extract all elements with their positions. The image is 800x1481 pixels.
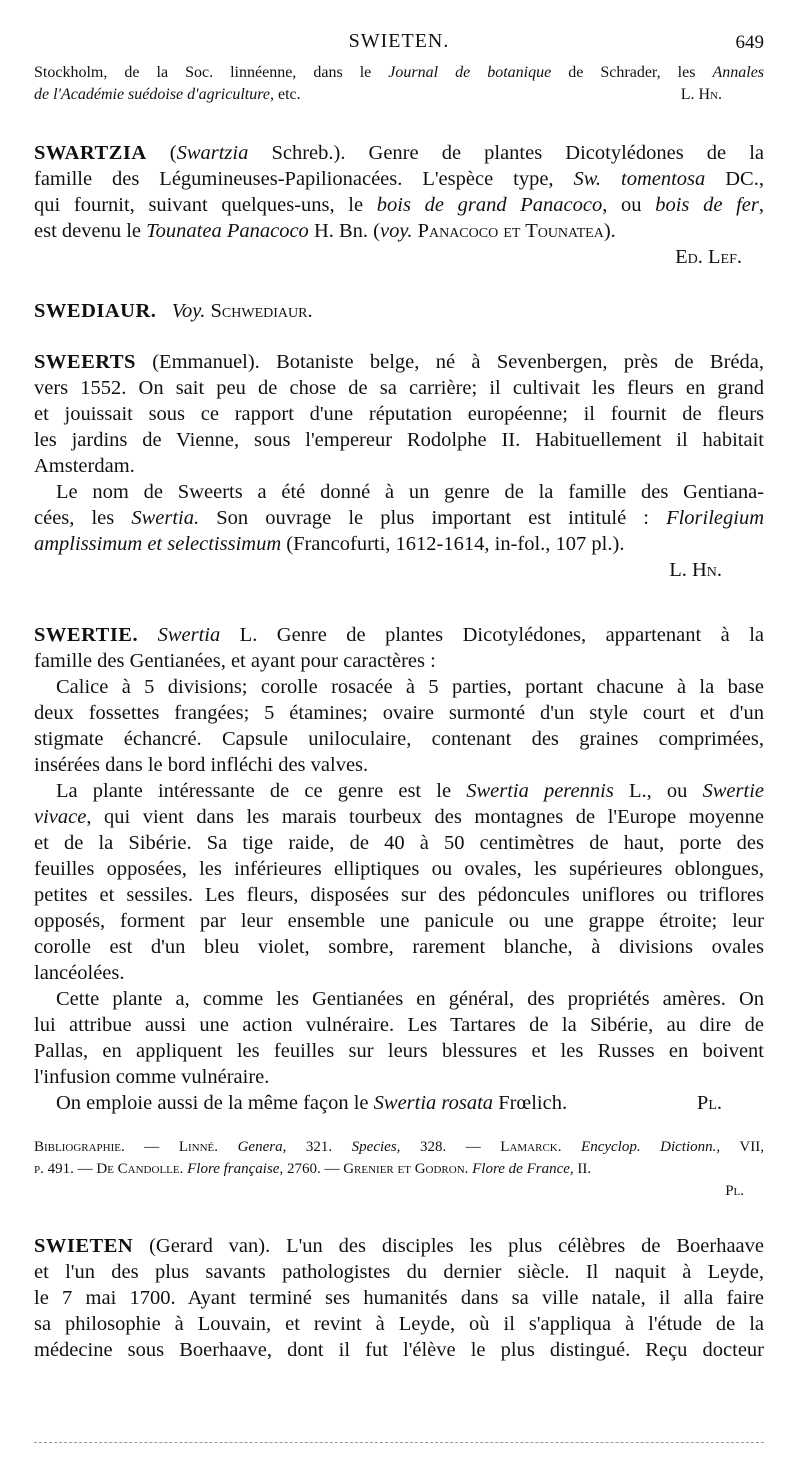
text-line: et jouissait sous ce rapport d'une réputation européenne; il fournit de fleurs — [34, 403, 764, 425]
text-line: deux fossettes frangées; 5 étamines; ovaire surmonté d'un style court et d'un — [34, 702, 764, 724]
text-line: vers 1552. On sait peu de chose de sa carrière; il cultivait les fleurs en grand — [34, 377, 764, 399]
continuation-text — [34, 62, 764, 106]
headword: SWERTIE. — [34, 624, 139, 646]
headword: SWEDIAUR. — [34, 300, 157, 322]
author-signature: L. Hn. — [669, 559, 722, 581]
text-line: SWARTZIA (Swartzia Schreb.). Genre de plantes Dicotylédones de la — [34, 142, 765, 164]
running-title: SWIETEN. — [348, 30, 450, 52]
text-line: l'infusion comme vulnéraire. — [34, 1066, 270, 1088]
text-line: stigmate échancré. Capsule uniloculaire, contenant des graines comprimées, — [34, 728, 764, 750]
bleed-through-line — [34, 1442, 764, 1443]
headword: SWARTZIA — [34, 142, 147, 164]
text-line: vivace, qui vient dans les marais tourbeux des montagnes de l'Europe moyenne — [34, 806, 764, 828]
text-line: famille des Légumineuses-Papilionacées. L'espèce type, Sw. tomentosa DC., — [34, 168, 764, 190]
text-line: lancéolées. — [34, 962, 125, 984]
author-signature: L. Hn. — [680, 86, 722, 103]
text-line: Pallas, en appliquent les feuilles sur leurs blessures et les Russes en boivent — [34, 1040, 764, 1062]
text-line: le 7 mai 1700. Ayant terminé ses humanités dans sa ville natale, il alla faire — [34, 1287, 764, 1309]
bibliography — [34, 1136, 764, 1202]
text-line — [34, 298, 764, 324]
text-line: les jardins de Vienne, sous l'empereur Rodolphe II. Habituellement il habitait — [34, 429, 764, 451]
text-line: Stockholm, de la Soc. linnéenne, dans le Journal de botanique de Schrader, les Annales — [34, 64, 765, 81]
text-line: Bibliographie. — Linné. Genera, 321. Species, 328. — Lamarck. Encyclop. Dictionn., VII, — [34, 1139, 764, 1155]
text-line: On emploie aussi de la même façon le Swertia rosata Frœlich. Pl. — [56, 1092, 722, 1114]
text-line: petites et sessiles. Les fleurs, disposées sur des pédoncules uniflores ou triflores — [34, 884, 764, 906]
text-line: médecine sous Boerhaave, dont il fut l'élève le plus distingué. Reçu docteur — [34, 1339, 764, 1361]
text-line: SWERTIE. Swertia L. Genre de plantes Dicotylédones, appartenant à la — [34, 624, 764, 646]
text-line: corolle est d'un bleu violet, sombre, rarement blanche, à divisions ovales — [34, 936, 764, 958]
entry-swediaur — [34, 298, 764, 324]
author-signature: Pl. — [696, 1092, 722, 1114]
text-line: et l'un des plus savants pathologistes du dernier siècle. Il naquit à Leyde, — [34, 1261, 764, 1283]
entry-swertie — [34, 622, 764, 1116]
entry-swieten — [34, 1233, 764, 1363]
text-line: SWEERTS (Emmanuel). Botaniste belge, né à Sevenbergen, près de Bréda, — [34, 351, 764, 373]
text-line: Cette plante a, comme les Gentianées en général, des propriétés amères. On — [56, 988, 764, 1010]
text-line: amplissimum et selectissimum (Francofurti, 1612-1614, in-fol., 107 pl.). — [34, 533, 625, 555]
text-line: Calice à 5 divisions; corolle rosacée à 5 parties, portant chacune à la base — [56, 676, 764, 698]
cross-reference-target: Schwediaur. — [210, 300, 313, 322]
text-line: Amsterdam. — [34, 455, 135, 477]
running-header — [34, 30, 764, 56]
text-line: insérées dans le bord infléchi des valves. — [34, 754, 369, 776]
text-line: lui attribue aussi une action vulnéraire. Les Tartares de la Sibérie, au dire de — [34, 1014, 764, 1036]
entry-swartzia — [34, 140, 764, 270]
text-line: famille des Gentianées, et ayant pour caractères : — [34, 650, 436, 672]
text-line: feuilles opposées, les inférieures elliptiques ou ovales, les supérieures oblongues, — [34, 858, 764, 880]
text-line: sa philosophie à Louvain, et revint à Leyde, où il s'appliqua à l'étude de la — [34, 1313, 764, 1335]
text-line: p. 491. — De Candolle. Flore française, 2760. — Grenier et Godron. Flore de France, II. — [34, 1161, 592, 1177]
author-signature: Pl. — [725, 1183, 744, 1199]
text-line: et de la Sibérie. Sa tige raide, de 40 à 50 centimètres de haut, porte des — [34, 832, 764, 854]
text-line: opposés, forment par leur ensemble une panicule ou une grappe étroite; leur — [34, 910, 764, 932]
headword: SWIETEN — [34, 1235, 134, 1257]
text-line: de l'Académie suédoise d'agriculture, etc. L. Hn. — [34, 84, 764, 106]
entry-sweerts — [34, 349, 764, 583]
text-line: est devenu le Tounatea Panacoco H. Bn. (voy. Panacoco et Tounatea). — [34, 220, 616, 242]
author-signature: Ed. Lef. — [675, 246, 742, 268]
text-line: cées, les Swertia. Son ouvrage le plus important est intitulé : Florilegium — [34, 507, 765, 529]
text-line: qui fournit, suivant quelques-uns, le bois de grand Panacoco, ou bois de fer, — [34, 194, 764, 216]
text-line: La plante intéressante de ce genre est le Swertia perennis L., ou Swertie — [56, 780, 764, 802]
text-line: Le nom de Sweerts a été donné à un genre de la famille des Gentiana- — [56, 481, 764, 503]
text-line: SWIETEN (Gerard van). L'un des disciples les plus célèbres de Boerhaave — [34, 1235, 764, 1257]
page-number: 649 — [735, 32, 764, 53]
cross-reference-label: Voy. — [171, 300, 206, 322]
headword: SWEERTS — [34, 351, 136, 373]
